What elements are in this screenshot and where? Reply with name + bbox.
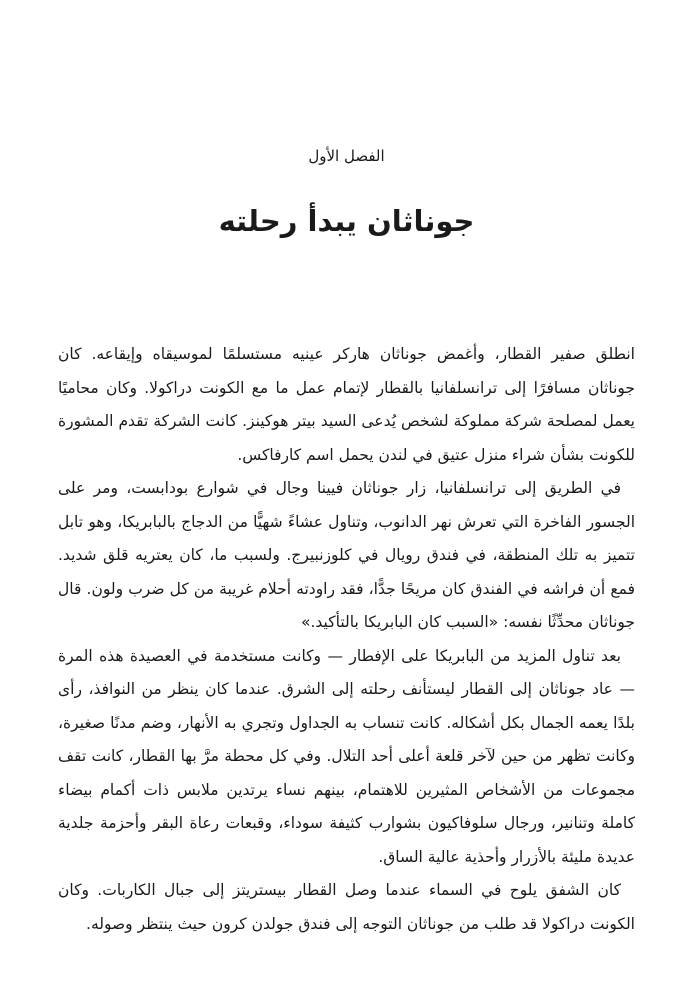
- chapter-number: الفصل الأول: [308, 147, 385, 165]
- paragraph-1: انطلق صفير القطار، وأغمض جوناثان هاركر عينيه مستسلمًا لموسيقاه وإيقاعه. كان جوناثان مسافرًا إلى ترانسلفانيا بالقطار لإتمام عمل ما مع الكونت دراكولا. وكان محاميًا يعمل لمصلحة شركة مملوكة لشخص يُدعى السيد بيتر هوكينز. كانت الشركة تقدم المشورة للكونت بشأن شراء منزل عتيق في لندن يحمل اسم كارفاكس.: [58, 345, 635, 464]
- paragraph-2: في الطريق إلى ترانسلفانيا، زار جوناثان فيينا وجال في شوارع بودابست، ومر على الجسور الفاخرة التي تعرش نهر الدانوب، وتناول عشاءً شهيًّا من الدجاج بالبابريكا، وهو تابل تتميز به تلك المنطقة، في فندق رويال في كلوزنبيرج. ولسبب ما، كان يعتريه قلق شديد. فمع أن فراشه في الفندق كان مريحًا جدًّا، فقد راودته أحلام غريبة من كل ضرب ولون. قال جوناثان محدِّثًا نفسه: «السبب كان البابريكا بالتأكيد.»: [58, 479, 635, 631]
- chapter-title: جوناثان يبدأ رحلته: [218, 204, 475, 238]
- chapter-body: [58, 338, 635, 941]
- paragraph-4: كان الشفق يلوح في السماء عندما وصل القطار بيستريتز إلى جبال الكاربات. وكان الكونت دراكولا قد طلب من جوناثان التوجه إلى فندق جولدن كرون حيث ينتظر وصوله.: [58, 881, 635, 933]
- paragraph-3: بعد تناول المزيد من البابريكا على الإفطار — وكانت مستخدمة في العصيدة هذه المرة — عاد جوناثان إلى القطار ليستأنف رحلته إلى الشرق. عندما كان ينظر من النوافذ، رأى بلدًا يعمه الجمال بكل أشكاله. كانت تنساب به الجداول وتجري به الأنهار، وضم مدنًا صغيرة، وكانت تظهر من حين لآخر قلعة أعلى أحد التلال. وفي كل محطة مرَّ بها القطار، كانت تقف مجموعات من الأشخاص المثيرين للاهتمام، بينهم نساء يرتدين ملابس ذات أكمام بيضاء كاملة وتنانير، ورجال سلوفاكيون بشوارب كثيفة سوداء، وقبعات رعاة البقر وأحزمة جلدية عديدة مليئة بالأزرار وأحذية عالية الساق.: [58, 646, 635, 866]
